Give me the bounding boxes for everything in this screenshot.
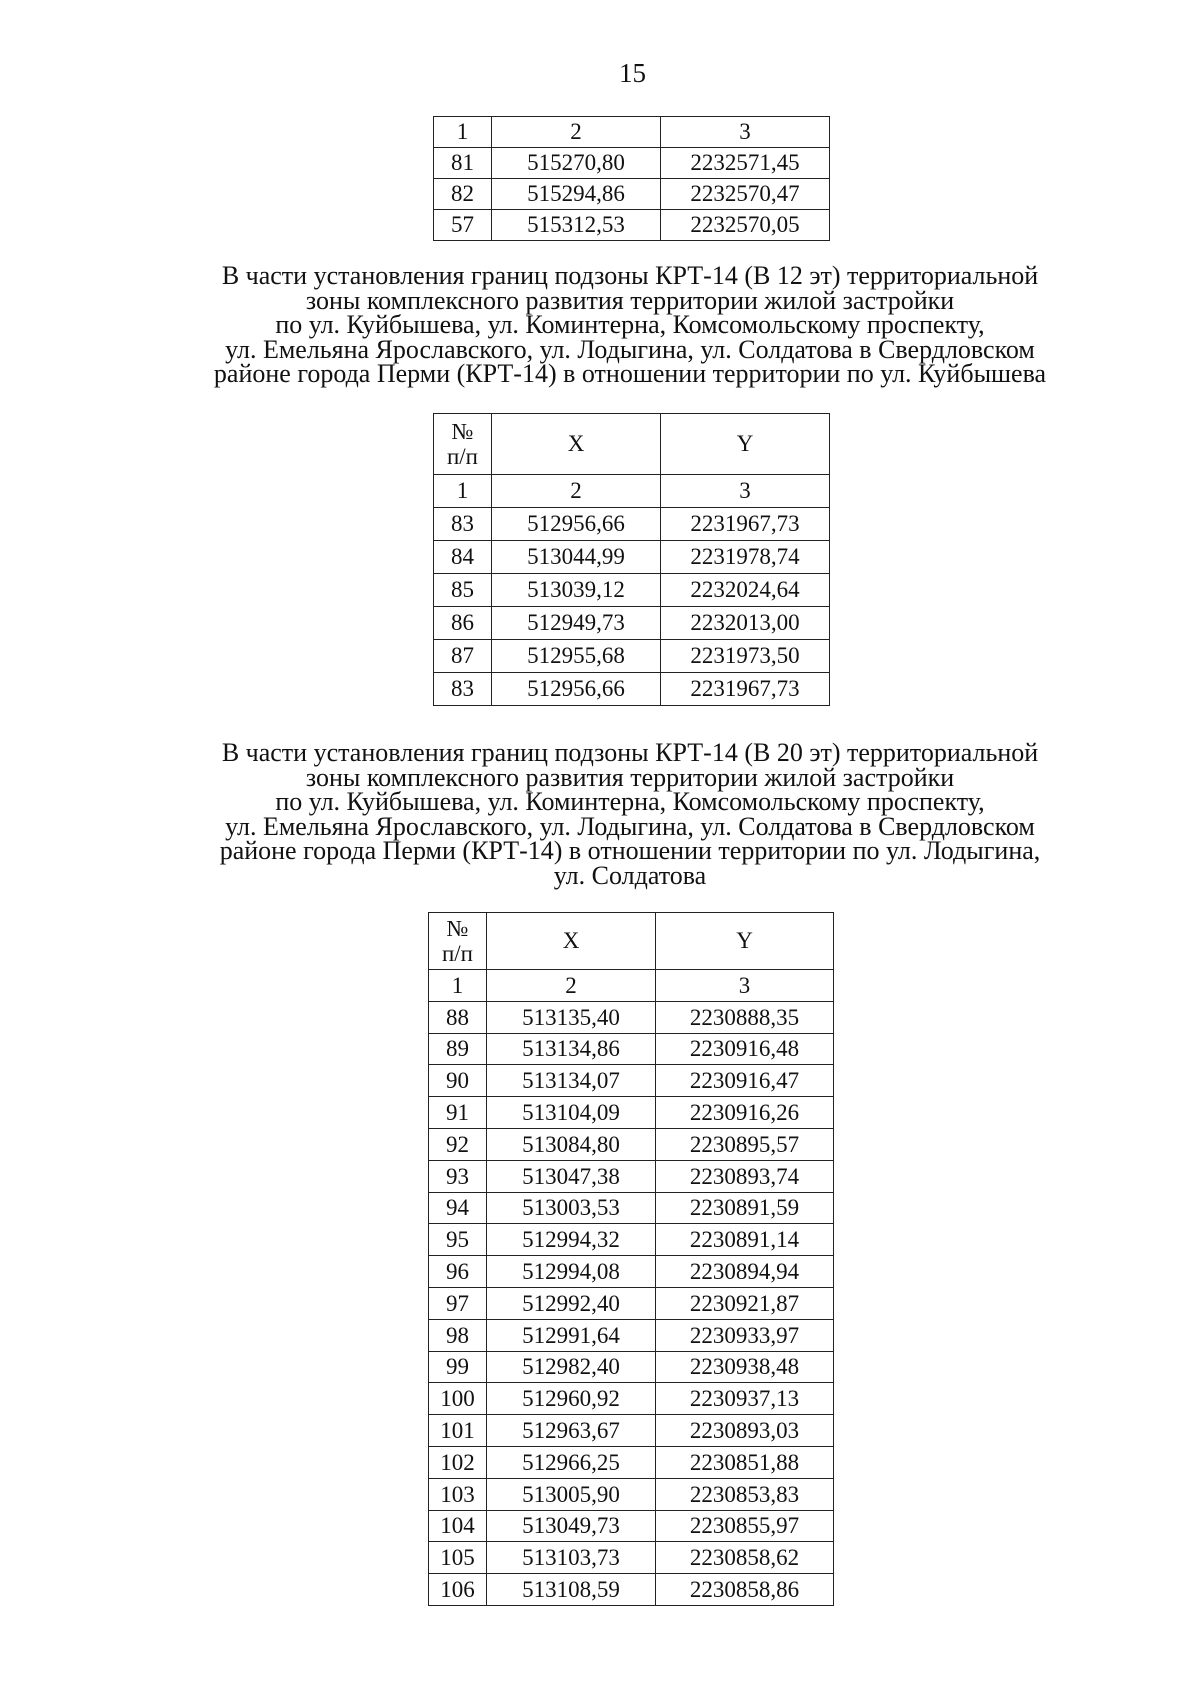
x-coordinate-cell: 513047,38 [487, 1160, 656, 1192]
table-row [434, 673, 830, 706]
index-cell: 1 [434, 117, 492, 148]
column-header-x: X [487, 913, 656, 970]
table-row [429, 1446, 834, 1478]
index-cell: 1 [434, 475, 492, 508]
table-row [429, 1160, 834, 1192]
y-coordinate-cell: 2230891,59 [656, 1192, 834, 1224]
y-coordinate-cell: 2232570,05 [661, 210, 830, 241]
point-number-cell: 103 [429, 1478, 487, 1510]
point-number-cell: 82 [434, 179, 492, 210]
y-coordinate-cell: 2230891,14 [656, 1224, 834, 1256]
heading-line: ул. Емельяна Ярославского, ул. Лодыгина, ул. Солдатова в Свердловском [225, 334, 1035, 364]
table-body [429, 913, 834, 1606]
table-caption-row [434, 414, 830, 475]
coordinates-table-krt14-12 [433, 413, 830, 706]
point-number-cell: 105 [429, 1542, 487, 1574]
table-index-row [429, 970, 834, 1002]
point-number-cell: 89 [429, 1033, 487, 1065]
y-coordinate-cell: 2230893,03 [656, 1415, 834, 1447]
y-coordinate-cell: 2230916,48 [656, 1033, 834, 1065]
table-row [434, 179, 830, 210]
x-coordinate-cell: 512963,67 [487, 1415, 656, 1447]
x-coordinate-cell: 512956,66 [492, 673, 661, 706]
table-row [429, 1542, 834, 1574]
index-cell: 2 [492, 117, 661, 148]
table-row [429, 1383, 834, 1415]
point-number-cell: 87 [434, 640, 492, 673]
point-number-cell: 85 [434, 574, 492, 607]
table-row [434, 640, 830, 673]
y-coordinate-cell: 2230888,35 [656, 1001, 834, 1033]
point-number-cell: 88 [429, 1001, 487, 1033]
table-index-row [434, 475, 830, 508]
table-row [429, 1574, 834, 1606]
heading-line: зоны комплексного развития территории жилой застройки [305, 762, 955, 792]
y-coordinate-cell: 2231978,74 [661, 541, 830, 574]
y-coordinate-cell: 2230853,83 [656, 1478, 834, 1510]
x-coordinate-cell: 513084,80 [487, 1128, 656, 1160]
column-header-number [434, 414, 492, 475]
point-number-cell: 90 [429, 1065, 487, 1097]
ordinal-abbrev: п/п [441, 941, 473, 966]
column-header-x: X [492, 414, 661, 475]
point-number-cell: 97 [429, 1287, 487, 1319]
y-coordinate-cell: 2230916,47 [656, 1065, 834, 1097]
heading-line: ул. Емельяна Ярославского, ул. Лодыгина, ул. Солдатова в Свердловском [225, 811, 1035, 841]
index-cell: 3 [656, 970, 834, 1002]
heading-line: В части установления границ подзоны КРТ-14 (В 12 эт) территориальной [221, 261, 1039, 290]
x-coordinate-cell: 515312,53 [492, 210, 661, 241]
point-number-cell: 96 [429, 1256, 487, 1288]
table-row [429, 1256, 834, 1288]
table-row [434, 508, 830, 541]
index-cell: 2 [487, 970, 656, 1002]
y-coordinate-cell: 2230895,57 [656, 1128, 834, 1160]
table-row [429, 1319, 834, 1351]
point-number-cell: 94 [429, 1192, 487, 1224]
point-number-cell: 101 [429, 1415, 487, 1447]
y-coordinate-cell: 2230938,48 [656, 1351, 834, 1383]
x-coordinate-cell: 512994,08 [487, 1256, 656, 1288]
point-number-cell: 106 [429, 1574, 487, 1606]
x-coordinate-cell: 512956,66 [492, 508, 661, 541]
point-number-cell: 83 [434, 508, 492, 541]
point-number-cell: 98 [429, 1319, 487, 1351]
y-coordinate-cell: 2230858,62 [656, 1542, 834, 1574]
table-row [429, 1192, 834, 1224]
table-body [434, 117, 830, 241]
x-coordinate-cell: 513044,99 [492, 541, 661, 574]
coordinates-table-continuation [433, 116, 830, 241]
y-coordinate-cell: 2230916,26 [656, 1097, 834, 1129]
heading-line: ул. Солдатова [553, 860, 707, 890]
x-coordinate-cell: 512991,64 [487, 1319, 656, 1351]
point-number-cell: 81 [434, 148, 492, 179]
y-coordinate-cell: 2232570,47 [661, 179, 830, 210]
table-row [429, 1224, 834, 1256]
y-coordinate-cell: 2230933,97 [656, 1319, 834, 1351]
y-coordinate-cell: 2230858,86 [656, 1574, 834, 1606]
x-coordinate-cell: 513039,12 [492, 574, 661, 607]
column-header-y: Y [656, 913, 834, 970]
y-coordinate-cell: 2232013,00 [661, 607, 830, 640]
number-sign: № [446, 915, 469, 941]
x-coordinate-cell: 513135,40 [487, 1001, 656, 1033]
point-number-cell: 102 [429, 1446, 487, 1478]
table-row [429, 1351, 834, 1383]
section-heading-krt14-20 [150, 738, 1110, 890]
y-coordinate-cell: 2230851,88 [656, 1446, 834, 1478]
table-caption-row [429, 913, 834, 970]
point-number-cell: 84 [434, 541, 492, 574]
ordinal-abbrev: п/п [446, 444, 478, 469]
x-coordinate-cell: 515294,86 [492, 179, 661, 210]
table-row [429, 1415, 834, 1447]
table-row [429, 1097, 834, 1129]
index-cell: 2 [492, 475, 661, 508]
table-row [434, 148, 830, 179]
heading-line: районе города Перми (КРТ-14) в отношении территории по ул. Лодыгина, [219, 836, 1041, 865]
table-row [434, 574, 830, 607]
page-number: 15 [619, 58, 646, 88]
table-row [434, 210, 830, 241]
point-number-cell: 95 [429, 1224, 487, 1256]
heading-line: по ул. Куйбышева, ул. Коминтерна, Комсомольскому проспекту, [275, 787, 985, 816]
index-cell: 1 [429, 970, 487, 1002]
table-row [429, 1287, 834, 1319]
y-coordinate-cell: 2231967,73 [661, 673, 830, 706]
point-number-cell: 92 [429, 1128, 487, 1160]
table-index-row [434, 117, 830, 148]
coordinates-table-krt14-20 [428, 912, 834, 1606]
x-coordinate-cell: 513049,73 [487, 1510, 656, 1542]
point-number-cell: 91 [429, 1097, 487, 1129]
column-header-y: Y [661, 414, 830, 475]
y-coordinate-cell: 2230893,74 [656, 1160, 834, 1192]
table-row [429, 1033, 834, 1065]
table-body [434, 414, 830, 706]
point-number-cell: 100 [429, 1383, 487, 1415]
x-coordinate-cell: 512960,92 [487, 1383, 656, 1415]
point-number-cell: 83 [434, 673, 492, 706]
x-coordinate-cell: 515270,80 [492, 148, 661, 179]
table-row [429, 1510, 834, 1542]
heading-line: по ул. Куйбышева, ул. Коминтерна, Комсомольскому проспекту, [275, 310, 985, 339]
x-coordinate-cell: 512994,32 [487, 1224, 656, 1256]
x-coordinate-cell: 513003,53 [487, 1192, 656, 1224]
y-coordinate-cell: 2230937,13 [656, 1383, 834, 1415]
x-coordinate-cell: 512966,25 [487, 1446, 656, 1478]
table-row [429, 1065, 834, 1097]
number-sign: № [451, 418, 474, 444]
x-coordinate-cell: 513103,73 [487, 1542, 656, 1574]
y-coordinate-cell: 2232571,45 [661, 148, 830, 179]
heading-line: районе города Перми (КРТ-14) в отношении территории по ул. Куйбышева [213, 359, 1047, 388]
x-coordinate-cell: 513134,07 [487, 1065, 656, 1097]
x-coordinate-cell: 512949,73 [492, 607, 661, 640]
x-coordinate-cell: 513108,59 [487, 1574, 656, 1606]
x-coordinate-cell: 513104,09 [487, 1097, 656, 1129]
y-coordinate-cell: 2230855,97 [656, 1510, 834, 1542]
y-coordinate-cell: 2231973,50 [661, 640, 830, 673]
x-coordinate-cell: 513005,90 [487, 1478, 656, 1510]
x-coordinate-cell: 512992,40 [487, 1287, 656, 1319]
y-coordinate-cell: 2231967,73 [661, 508, 830, 541]
point-number-cell: 104 [429, 1510, 487, 1542]
y-coordinate-cell: 2232024,64 [661, 574, 830, 607]
y-coordinate-cell: 2230894,94 [656, 1256, 834, 1288]
section-heading-krt14-12 [150, 261, 1110, 388]
point-number-cell: 93 [429, 1160, 487, 1192]
point-number-cell: 57 [434, 210, 492, 241]
heading-line: зоны комплексного развития территории жилой застройки [305, 285, 955, 315]
table-row [434, 607, 830, 640]
heading-line: В части установления границ подзоны КРТ-14 (В 20 эт) территориальной [221, 738, 1039, 767]
table-row [429, 1001, 834, 1033]
index-cell: 3 [661, 117, 830, 148]
table-row [429, 1128, 834, 1160]
x-coordinate-cell: 512955,68 [492, 640, 661, 673]
y-coordinate-cell: 2230921,87 [656, 1287, 834, 1319]
point-number-cell: 99 [429, 1351, 487, 1383]
x-coordinate-cell: 513134,86 [487, 1033, 656, 1065]
column-header-number [429, 913, 487, 970]
point-number-cell: 86 [434, 607, 492, 640]
table-row [434, 541, 830, 574]
index-cell: 3 [661, 475, 830, 508]
table-row [429, 1478, 834, 1510]
x-coordinate-cell: 512982,40 [487, 1351, 656, 1383]
